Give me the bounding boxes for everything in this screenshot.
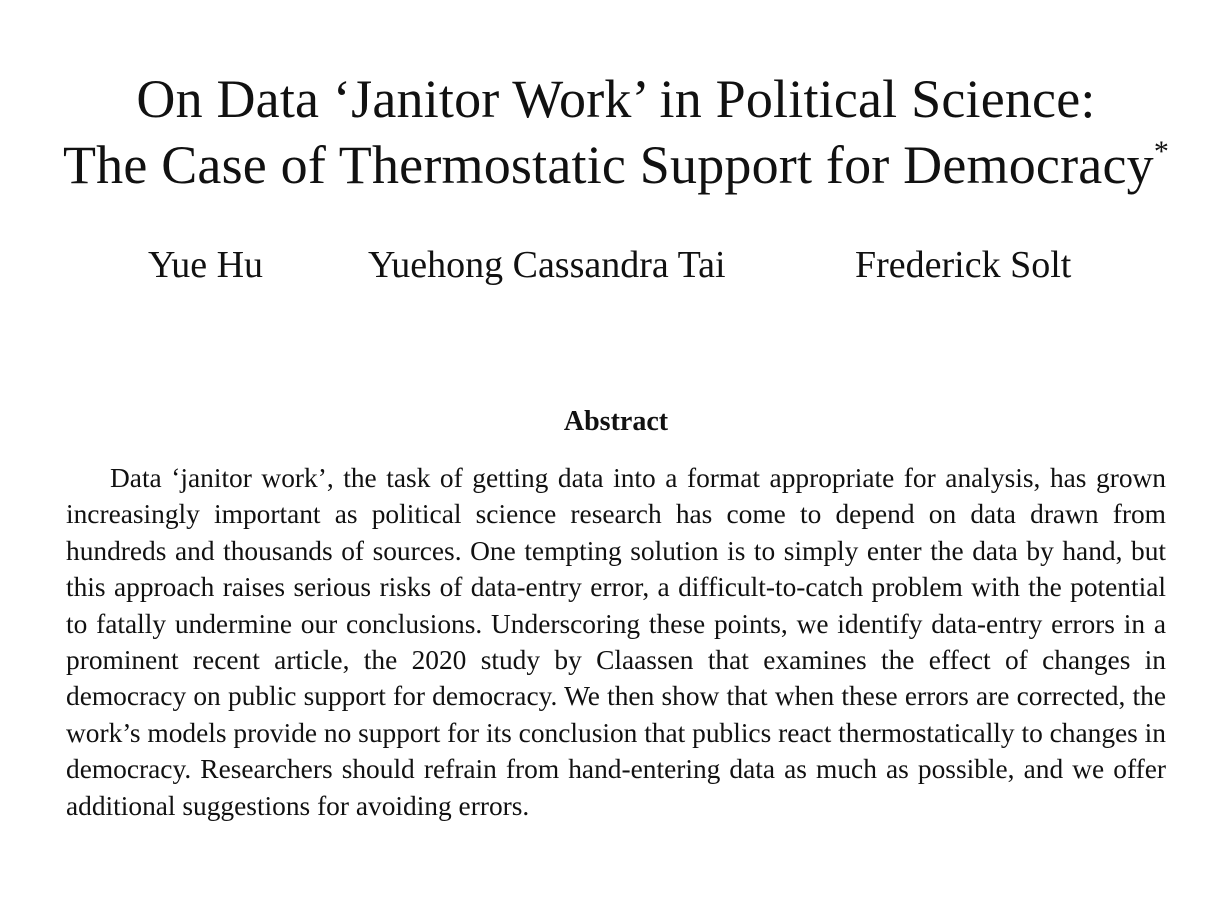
title-line-2: [0, 132, 1232, 198]
author-name: Yuehong Cassandra Tai: [368, 244, 726, 286]
abstract-body: Data ‘janitor work’, the task of getting data into a format appropriate for analysis, has grown increasingly important as political science research has come to depend on data drawn from hundreds and thousands of sources. One tempting solution is to simply enter the data by hand, but this approach raises serious risks of data-entry error, a difficult-to-catch problem with the potential to fatally undermine our conclusions. Underscoring these points, we identify data-entry errors in a prominent recent article, the 2020 study by Claassen that examines the effect of changes in democracy on public support for democracy. We then show that when these errors are corrected, the work’s models provide no support for its conclusion that publics react thermostatically to changes in democracy. Researchers should refrain from hand-entering data as much as possible, and we offer additional suggestions for avoiding errors.: [66, 463, 1166, 821]
title-footnote-mark[interactable]: *: [1153, 135, 1170, 168]
title-line-2-text: The Case of Thermostatic Support for Democracy: [62, 135, 1154, 195]
paper-title: [0, 66, 1232, 198]
title-line-1: On Data ‘Janitor Work’ in Political Science:: [136, 69, 1096, 129]
abstract-heading: Abstract: [563, 406, 669, 437]
author-list: [0, 240, 1232, 290]
author-name: Frederick Solt: [855, 244, 1072, 286]
author-name: Yue Hu: [148, 244, 264, 286]
